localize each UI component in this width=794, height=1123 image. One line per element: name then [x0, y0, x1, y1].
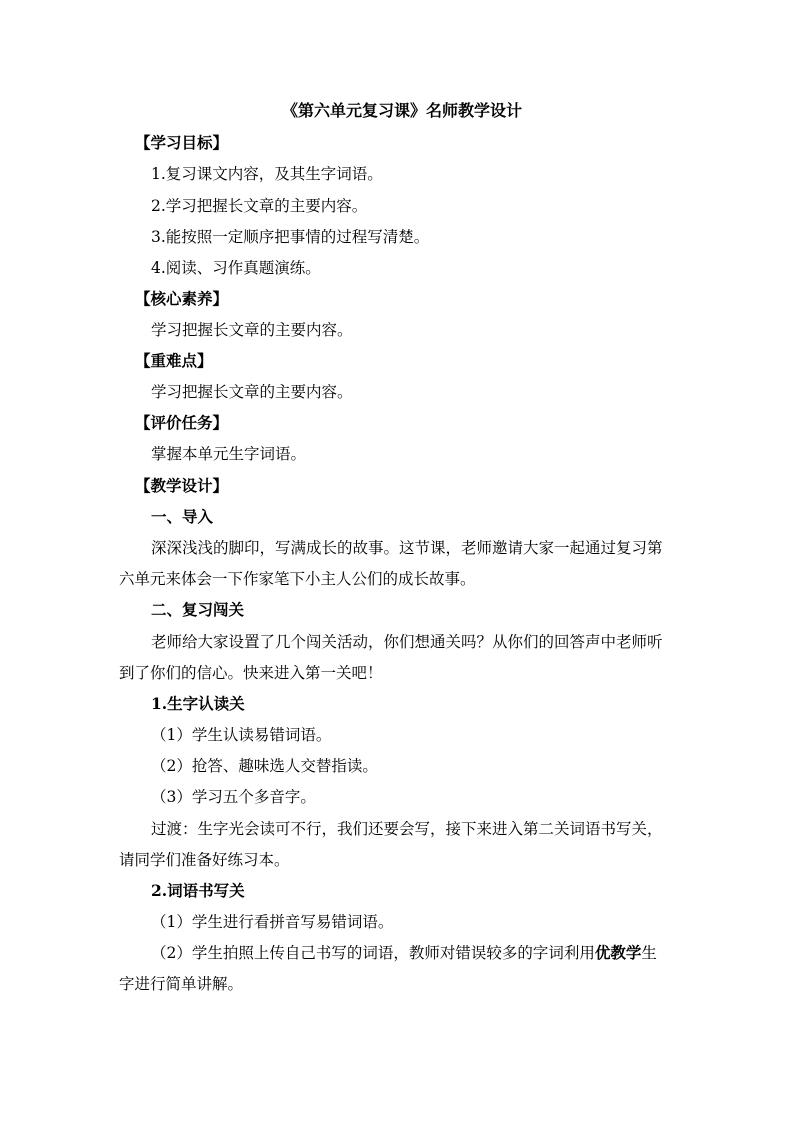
paragraph-line: 老师给大家设置了几个闯关活动，你们想通关吗？从你们的回答声中老师听: [151, 633, 663, 651]
goal-item: 4.阅读、习作真题演练。: [151, 259, 321, 277]
list-item: （1）学生认读易错词语。: [151, 726, 332, 744]
list-item: （1）学生进行看拼音写易错词语。: [151, 913, 394, 931]
core-heading: 【核心素养】: [135, 289, 229, 308]
goal-item: 2.学习把握长文章的主要内容。: [151, 197, 368, 215]
list-item-text: （2）学生拍照上传自己书写的词语，教师对错误较多的字词利用: [151, 944, 595, 962]
goal-item: 3.能按照一定顺序把事情的过程写清楚。: [151, 228, 430, 246]
design-heading: 【教学设计】: [135, 476, 229, 495]
list-item-continuation: 字进行简单讲解。: [119, 975, 244, 993]
document-title: 《第六单元复习课》名师教学设计: [282, 101, 523, 120]
goal-item: 1.复习课文内容，及其生字词语。: [151, 165, 383, 183]
list-item: （2）抢答、趣味选人交替指读。: [151, 757, 378, 775]
part2-heading: 二、复习闯关: [151, 600, 245, 619]
list-item-text: 生: [641, 944, 657, 962]
level2-heading: 2.词语书写关: [151, 881, 245, 900]
key-heading: 【重难点】: [135, 351, 213, 370]
part1-heading: 一、导入: [151, 507, 214, 526]
paragraph-line: 到了你们的信心。快来进入第一关吧！: [119, 664, 383, 682]
transition-line: 过渡：生字光会读可不行，我们还要会写，接下来进入第二关词语书写关，: [151, 820, 663, 838]
eval-text: 掌握本单元生字词语。: [151, 445, 307, 463]
goals-heading: 【学习目标】: [135, 133, 229, 152]
key-text: 学习把握长文章的主要内容。: [151, 383, 353, 401]
list-item: [151, 943, 657, 963]
paragraph-line: 深深浅浅的脚印，写满成长的故事。这节课，老师邀请大家一起通过复习第: [151, 539, 663, 557]
highlight-text: 优教学: [594, 943, 642, 962]
paragraph-line: 六单元来体会一下作家笔下小主人公们的成长故事。: [119, 570, 476, 588]
core-text: 学习把握长文章的主要内容。: [151, 321, 353, 339]
level1-heading: 1.生字认读关: [151, 694, 245, 713]
eval-heading: 【评价任务】: [135, 413, 229, 432]
transition-line: 请同学们准备好练习本。: [119, 851, 290, 869]
list-item: （3）学习五个多音字。: [151, 788, 316, 806]
